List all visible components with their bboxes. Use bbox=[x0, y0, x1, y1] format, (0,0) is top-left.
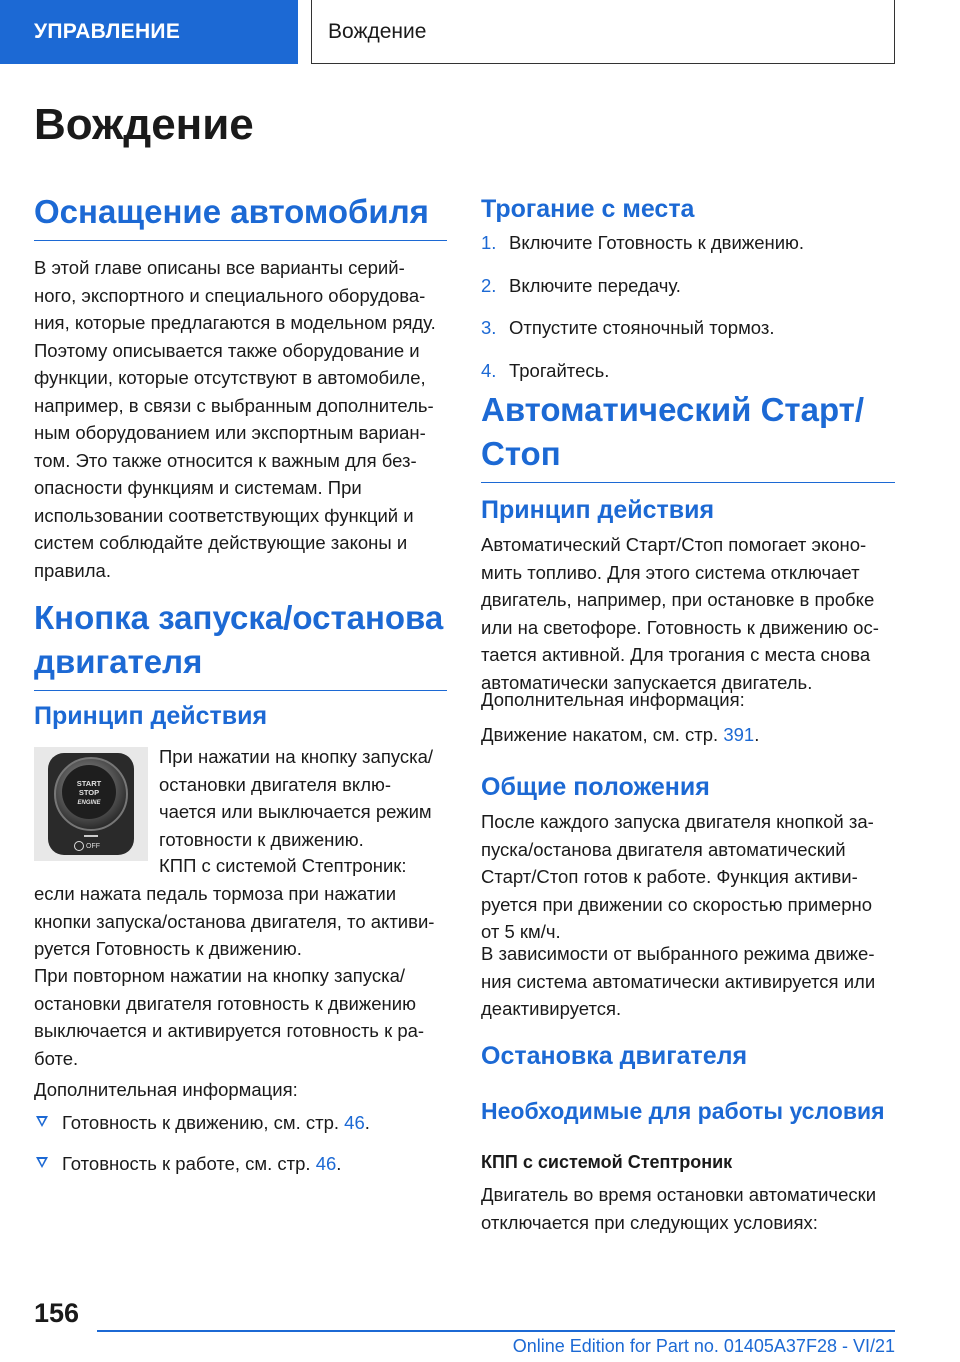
auto-start-stop-icon bbox=[74, 841, 84, 851]
triangle-bullet-icon bbox=[36, 1116, 48, 1127]
auto-principle-text: Автоматический Старт/Стоп помогает эконо- мить топливо. Для этого система отключает двигатель, например, при остановке в пробке или на светофоре. Готовность к движению ос- тается активной. Для трогания с места снова автоматически запускается двигатель. bbox=[481, 534, 879, 693]
footer-divider bbox=[97, 1330, 895, 1332]
list-item: 2. Включите передачу. bbox=[481, 274, 681, 296]
steptronic-heading: КПП с системой Стептроник bbox=[481, 1152, 733, 1172]
general-text-2: В зависимости от выбранного режима движе- ния система автоматически активируется или деактивируется. bbox=[481, 943, 876, 1019]
principle-text-2: если нажата педаль тормоза при нажатии кнопки запуска/останова двигателя, то активи- руется Готовность к движению. bbox=[34, 883, 435, 959]
edition-footer: Online Edition for Part no. 01405A37F28 - VI/21 bbox=[512, 1336, 895, 1356]
equipment-text: В этой главе описаны все варианты серий- ного, экспортного и специального оборудова- ния, которые предлагаются в модельном ряду. Поэтому описывается также оборудование и функции, которые отсутствуют в автомобиле, например, в связи с выбранным дополнитель- ным оборудованием или экспортным вариан- том. Это также относится к важным для без- опасности функциям и системам. При использовании соответствующих функций и систем соблюдайте действующие законы и правила. bbox=[34, 257, 436, 581]
engine-stop-heading: Остановка двигателя bbox=[481, 1042, 748, 1070]
page-title: Вождение bbox=[34, 100, 254, 149]
start-driving-heading: Трогание с места bbox=[481, 195, 695, 223]
equipment-heading: Оснащение автомобиля bbox=[34, 190, 447, 241]
principle-steptronic-label: КПП с системой Стептроник: bbox=[159, 855, 407, 876]
general-heading: Общие положения bbox=[481, 773, 710, 801]
topic-tab: Вождение bbox=[311, 0, 895, 64]
steptronic-text: Двигатель во время остановки автоматически отключается при следующих условиях: bbox=[481, 1184, 877, 1233]
more-info-label-left: Дополнительная информация: bbox=[34, 1079, 298, 1100]
start-stop-button-image: START STOP ENGINE OFF bbox=[34, 747, 148, 861]
triangle-bullet-icon bbox=[36, 1157, 48, 1168]
list-item: Готовность к работе, см. стр. 46. bbox=[34, 1150, 447, 1178]
more-info-list bbox=[34, 1109, 447, 1190]
button-heading-line1: Кнопка запуска/останова bbox=[34, 599, 444, 636]
list-item: 1. Включите Готовность к движению. bbox=[481, 232, 805, 253]
general-text-1: После каждого запуска двигателя кнопкой за- пуска/останова двигателя автоматический Старт/Стоп готов к работе. Функция активи- руется при движении со скоростью примерно от 5 км/ч. bbox=[481, 811, 874, 942]
principle-text-3: При повторном нажатии на кнопку запуска/ остановки двигателя готовность к движению выключается и активируется готовность к ра- боте. bbox=[34, 965, 425, 1069]
start-steps-list bbox=[481, 229, 895, 399]
page-link[interactable]: 46 bbox=[344, 1112, 365, 1133]
conditions-heading: Необходимые для работы условия bbox=[481, 1098, 885, 1124]
start-stop-knob-icon: START STOP ENGINE bbox=[54, 757, 128, 831]
section-tab: УПРАВЛЕНИЕ bbox=[0, 0, 298, 64]
page-number: 156 bbox=[34, 1298, 80, 1328]
button-heading-line2: двигателя bbox=[34, 643, 203, 680]
coast-reference: Движение накатом, см. стр. 391. bbox=[481, 724, 760, 745]
list-item: Готовность к движению, см. стр. 46. bbox=[34, 1109, 447, 1137]
page-link[interactable]: 391 bbox=[723, 724, 755, 745]
page-link[interactable]: 46 bbox=[315, 1152, 337, 1174]
principle-heading-right: Принцип действия bbox=[481, 496, 715, 524]
more-info-label-right: Дополнительная информация: bbox=[481, 689, 745, 710]
principle-heading-left: Принцип действия bbox=[34, 702, 268, 730]
auto-start-stop-heading: Автоматический Старт/ Стоп bbox=[481, 388, 895, 483]
list-item: 4. Трогайтесь. bbox=[481, 359, 610, 381]
button-heading bbox=[34, 596, 447, 691]
list-item: 3. Отпустите стояночный тормоз. bbox=[481, 317, 775, 338]
principle-text-1: При нажатии на кнопку запуска/ остановки двигателя вклю- чается или выключается режим готовности к движению. bbox=[159, 746, 434, 850]
